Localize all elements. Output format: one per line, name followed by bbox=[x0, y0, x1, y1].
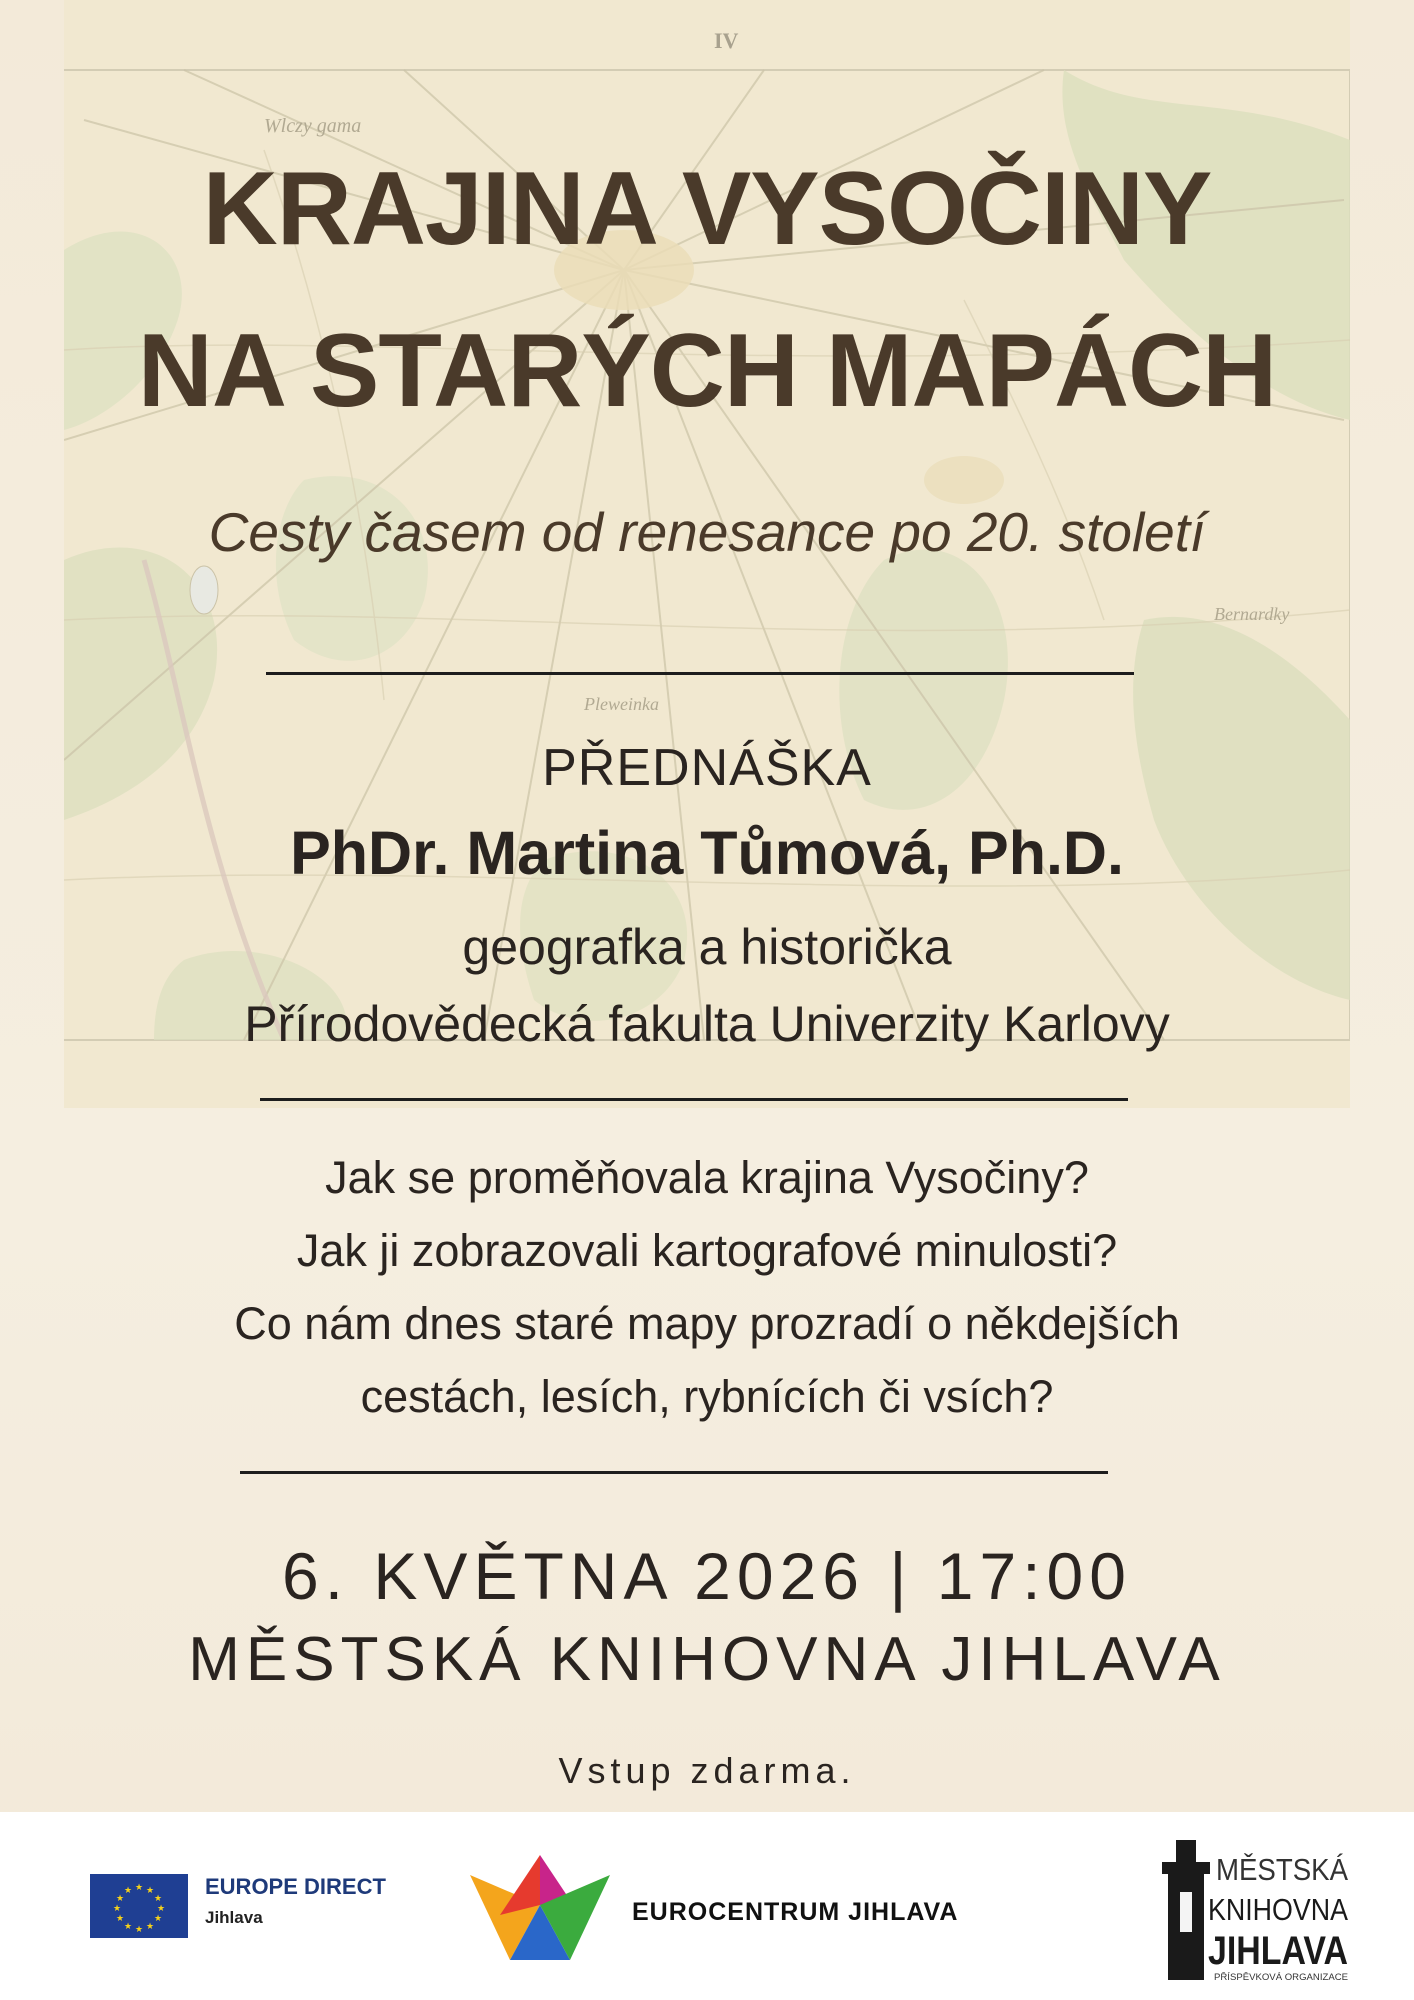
svg-text:★: ★ bbox=[153, 1914, 163, 1924]
poster-subtitle: Cesty časem od renesance po 20. století bbox=[208, 501, 1206, 563]
speaker-affiliation: Přírodovědecká fakulta Univerzity Karlovy bbox=[244, 996, 1170, 1052]
europe-direct-title: EUROPE DIRECT bbox=[205, 1874, 386, 1899]
question-line: cestách, lesích, rybnících či vsích? bbox=[360, 1371, 1054, 1422]
svg-text:★: ★ bbox=[115, 1914, 125, 1924]
map-place-label: Bernardky bbox=[1214, 604, 1290, 624]
europe-direct-subtitle: Jihlava bbox=[205, 1908, 263, 1927]
divider bbox=[260, 1098, 1128, 1101]
speaker-name: PhDr. Martina Tůmová, Ph.D. bbox=[290, 819, 1124, 887]
question-line: Co nám dnes staré mapy prozradí o někdejších bbox=[234, 1298, 1180, 1349]
svg-text:★: ★ bbox=[145, 1886, 155, 1896]
divider bbox=[266, 672, 1134, 675]
speaker-role: geografka a historička bbox=[462, 919, 952, 975]
library-name-line4: PŘÍSPĚVKOVÁ ORGANIZACE bbox=[1214, 1972, 1348, 1982]
library-name-line3: JIHLAVA bbox=[1208, 1929, 1348, 1973]
svg-text:★: ★ bbox=[145, 1922, 155, 1932]
entry-note: Vstup zdarma. bbox=[558, 1750, 856, 1791]
poster-title-line2: NA STARÝCH MAPÁCH bbox=[137, 313, 1277, 429]
svg-text:★: ★ bbox=[134, 1883, 144, 1893]
event-date-time: 6. KVĚTNA 2026 | 17:00 bbox=[282, 1539, 1132, 1613]
svg-text:★: ★ bbox=[153, 1894, 163, 1904]
svg-text:★: ★ bbox=[115, 1894, 125, 1904]
library-name-line2: KNIHOVNA bbox=[1208, 1892, 1349, 1927]
svg-text:★: ★ bbox=[123, 1922, 133, 1932]
eurocentrum-logo-icon bbox=[470, 1855, 610, 1960]
svg-text:★: ★ bbox=[123, 1886, 133, 1896]
eu-flag-icon bbox=[90, 1874, 188, 1938]
europe-direct-logo bbox=[205, 1874, 386, 1928]
library-logo-icon bbox=[1158, 1832, 1358, 1992]
svg-text:★: ★ bbox=[156, 1904, 166, 1914]
svg-text:★: ★ bbox=[112, 1904, 122, 1914]
eurocentrum-label: EUROCENTRUM JIHLAVA bbox=[632, 1898, 959, 1926]
map-place-label: Wlczy gama bbox=[264, 115, 362, 137]
poster-title-line1: KRAJINA VYSOČINY bbox=[202, 151, 1212, 267]
question-line: Jak ji zobrazovali kartografové minulosti? bbox=[296, 1225, 1118, 1276]
map-place-label: Pleweinka bbox=[584, 694, 659, 714]
event-venue: MĚSTSKÁ KNIHOVNA JIHLAVA bbox=[188, 1625, 1226, 1694]
library-name-line1: MĚSTSKÁ bbox=[1216, 1852, 1349, 1887]
divider bbox=[240, 1471, 1108, 1474]
question-line: Jak se proměňovala krajina Vysočiny? bbox=[325, 1152, 1089, 1203]
svg-text:★: ★ bbox=[134, 1925, 144, 1935]
map-sheet-number: IV bbox=[714, 28, 739, 53]
event-type: PŘEDNÁŠKA bbox=[542, 739, 872, 797]
